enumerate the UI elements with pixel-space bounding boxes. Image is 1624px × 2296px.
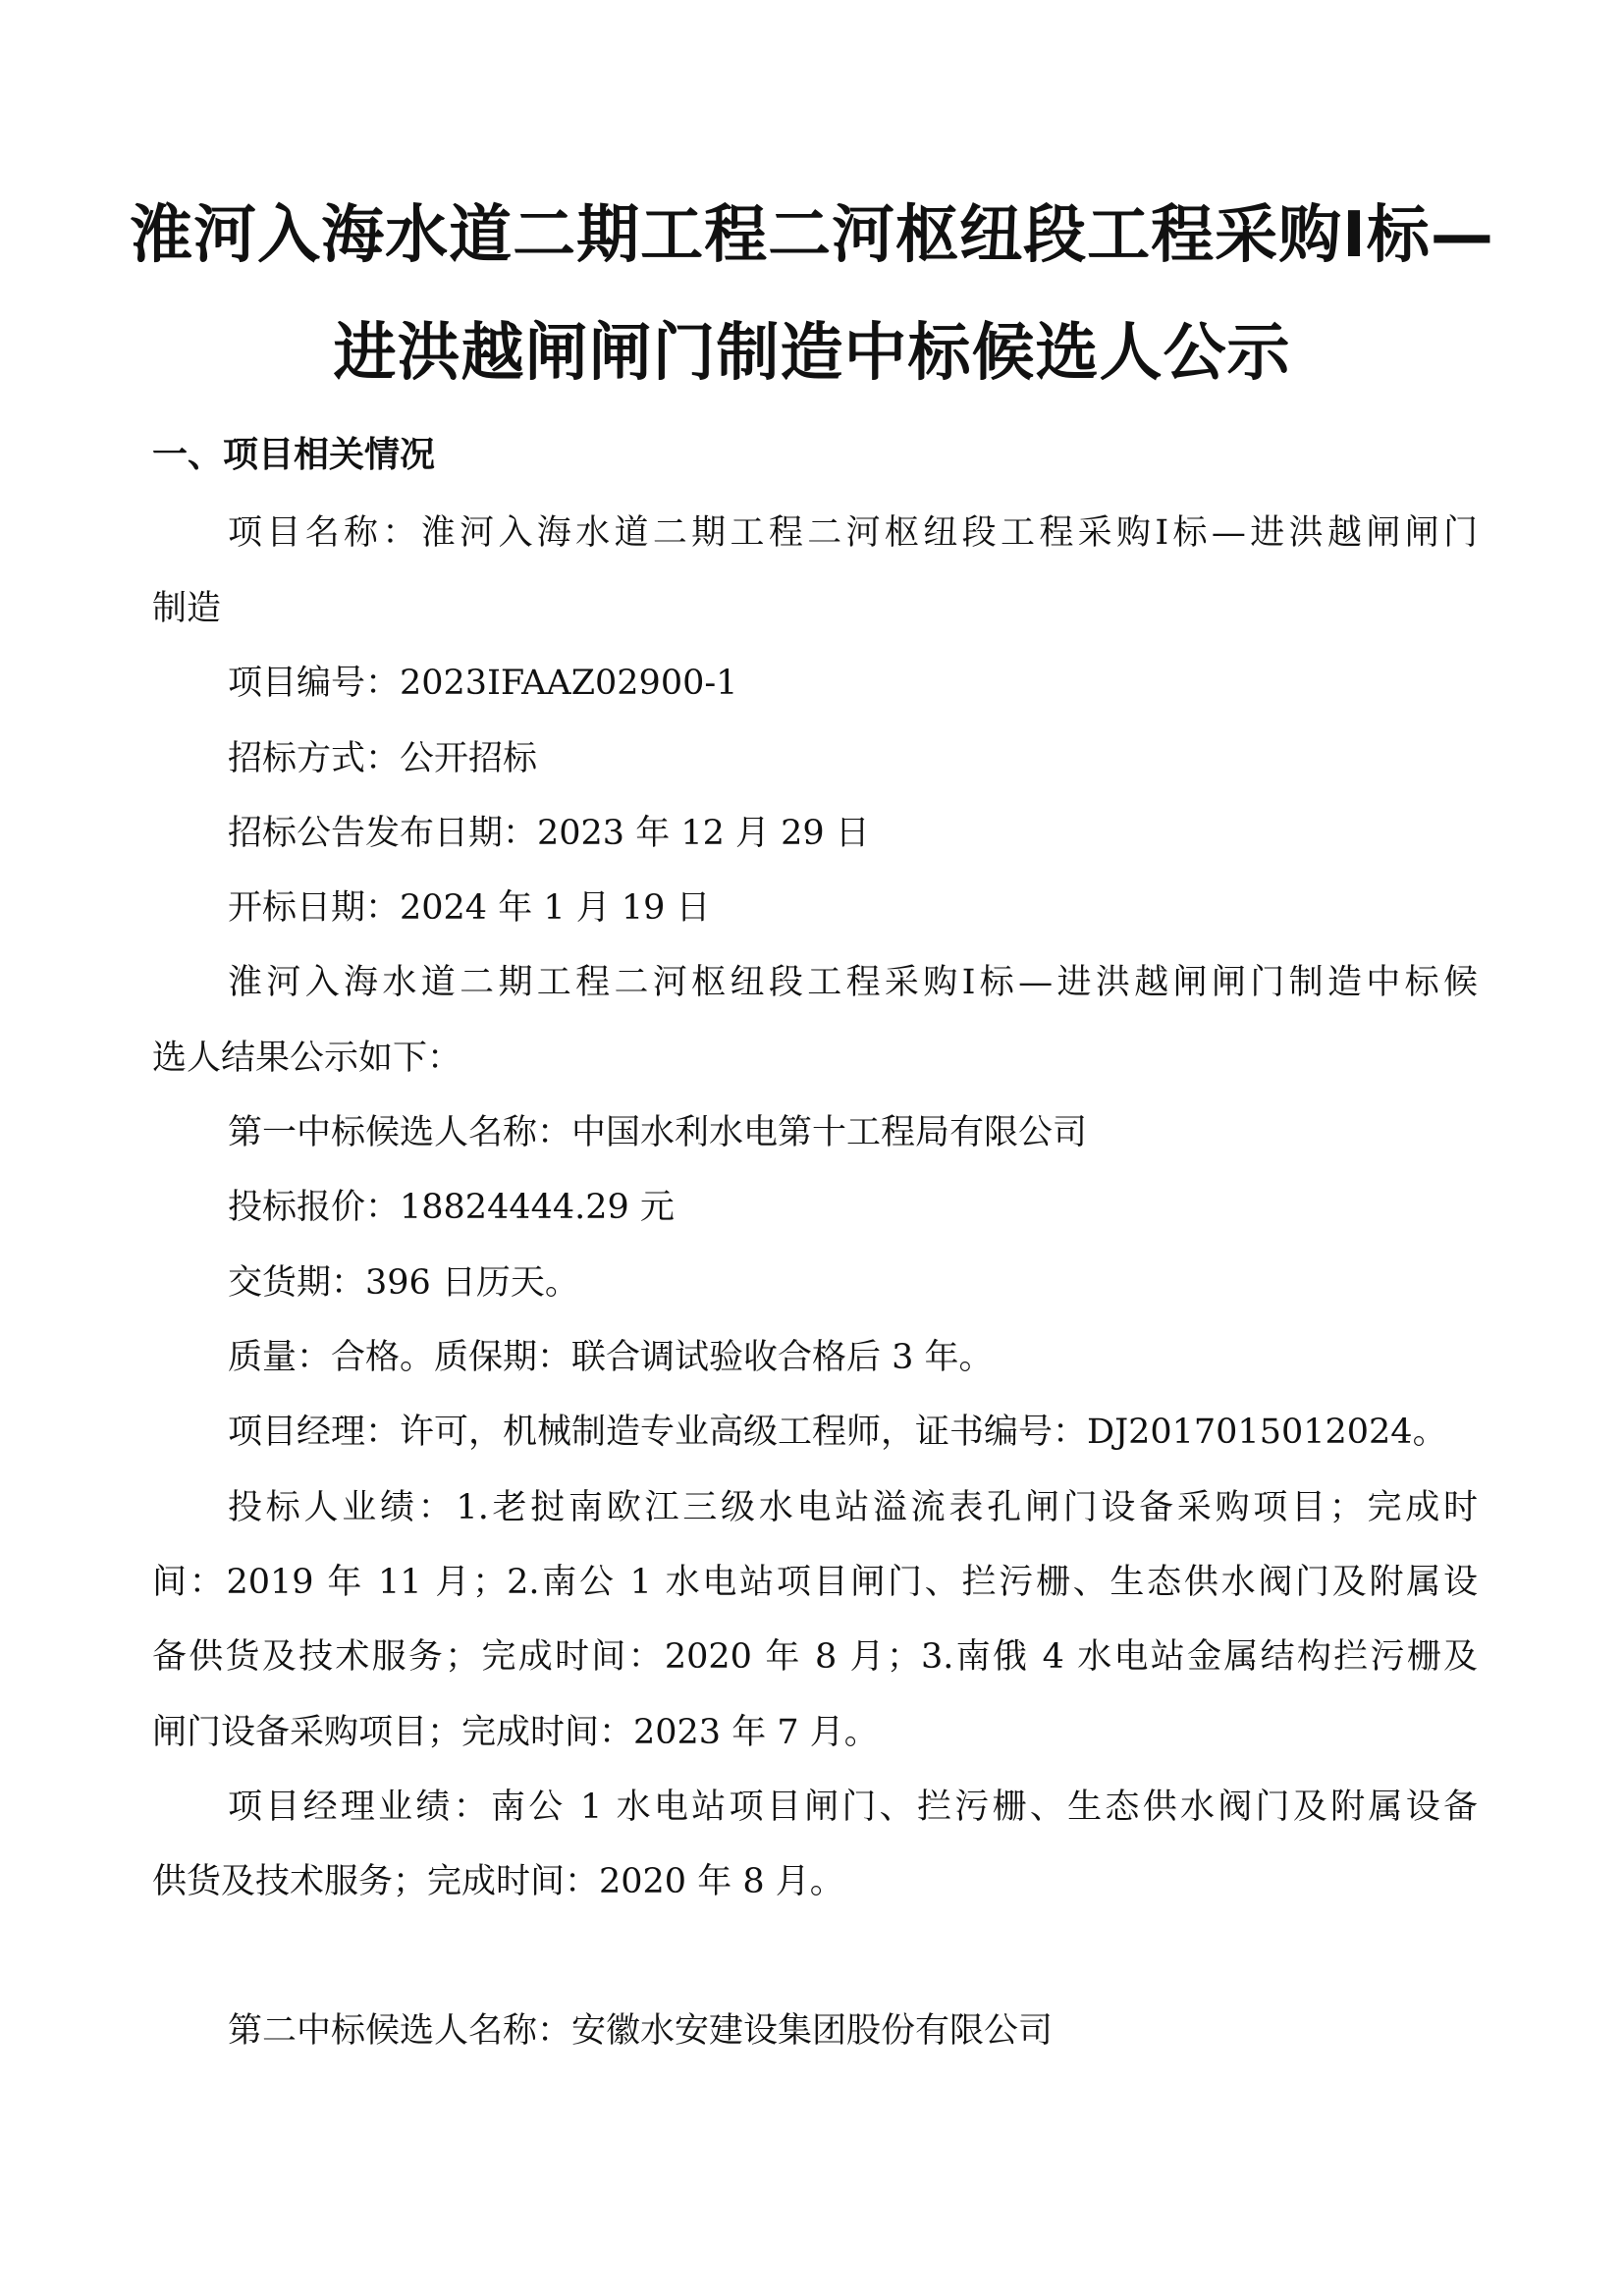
- project-name-line-1: 项目名称：淮河入海水道二期工程二河枢纽段工程采购Ⅰ标—进洪越闸闸门: [228, 513, 1478, 553]
- result-intro-line-2: 选人结果公示如下：: [152, 1039, 462, 1078]
- section-heading: 一、项目相关情况: [152, 435, 436, 475]
- announcement-date: 招标公告发布日期：2023 年 12 月 29 日: [228, 814, 870, 853]
- second-candidate: 第二中标候选人名称：安徽水安建设集团股份有限公司: [228, 2011, 1054, 2051]
- project-manager: 项目经理：许可，机械制造专业高级工程师，证书编号：DJ2017015012024。: [228, 1413, 1447, 1452]
- quality-warranty: 质量：合格。质保期：联合调试验收合格后 3 年。: [228, 1338, 994, 1377]
- pm-performance-line-1: 项目经理业绩：南公 1 水电站项目闸门、拦污栅、生态供水阀门及附属设备: [228, 1788, 1478, 1827]
- project-number: 项目编号：2023IFAAZ02900-1: [228, 664, 738, 703]
- pm-performance-line-2: 供货及技术服务；完成时间：2020 年 8 月。: [152, 1862, 844, 1901]
- delivery-period: 交货期：396 日历天。: [228, 1263, 579, 1303]
- result-intro-line-1: 淮河入海水道二期工程二河枢纽段工程采购Ⅰ标—进洪越闸闸门制造中标候: [228, 963, 1478, 1002]
- bidder-performance-line-1: 投标人业绩：1.老挝南欧江三级水电站溢流表孔闸门设备采购项目；完成时: [228, 1488, 1478, 1527]
- first-candidate: 第一中标候选人名称：中国水利水电第十工程局有限公司: [228, 1113, 1088, 1152]
- opening-date: 开标日期：2024 年 1 月 19 日: [228, 888, 711, 928]
- bidder-performance-line-2: 间：2019 年 11 月；2.南公 1 水电站项目闸门、拦污栅、生态供水阀门及附属设: [152, 1563, 1478, 1602]
- project-name-line-2: 制造: [152, 589, 222, 628]
- bid-price: 投标报价：18824444.29 元: [228, 1188, 675, 1227]
- document-title-line-1: 淮河入海水道二期工程二河枢纽段工程采购Ⅰ标—: [130, 199, 1494, 272]
- document-title-line-2: 进洪越闸闸门制造中标候选人公示: [333, 317, 1291, 390]
- bidder-performance-line-4: 闸门设备采购项目；完成时间：2023 年 7 月。: [152, 1713, 879, 1752]
- bidder-performance-line-3: 备供货及技术服务；完成时间：2020 年 8 月；3.南俄 4 水电站金属结构拦污栅及: [152, 1637, 1478, 1677]
- tender-method: 招标方式：公开招标: [228, 739, 538, 778]
